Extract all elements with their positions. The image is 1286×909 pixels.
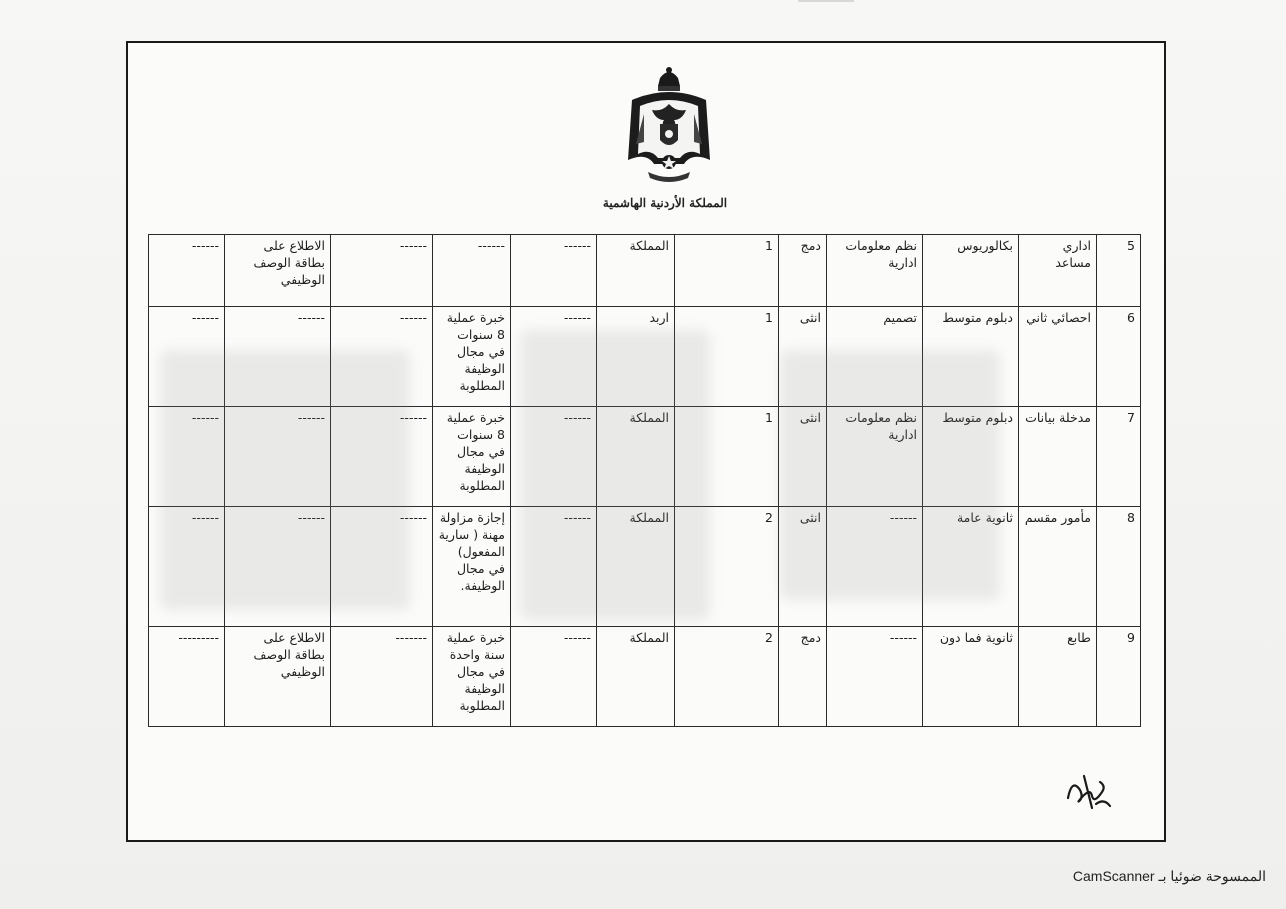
- job-title: اداري مساعد: [1019, 235, 1097, 307]
- scan-smudge: [780, 350, 1000, 600]
- cell-c8: ------: [511, 307, 597, 407]
- cell-c12: ------: [149, 235, 225, 307]
- count: 1: [675, 407, 779, 507]
- job-title: مدخلة بيانات: [1019, 407, 1097, 507]
- cell-c10: ------: [331, 507, 433, 627]
- cell-c9: خبرة عملية 8 سنوات في مجال الوظيفة المطلوبة: [433, 407, 511, 507]
- cell-c11: الاطلاع على بطاقة الوصف الوظيفي: [225, 627, 331, 727]
- count: 2: [675, 627, 779, 727]
- cell-c11: ------: [225, 307, 331, 407]
- cell-c11: ------: [225, 407, 331, 507]
- cell-c12: ---------: [149, 627, 225, 727]
- cell-c8: ------: [511, 235, 597, 307]
- location: المملكة: [597, 507, 675, 627]
- cell-c11: الاطلاع على بطاقة الوصف الوظيفي: [225, 235, 331, 307]
- cell-c9: خبرة عملية سنة واحدة في مجال الوظيفة المطلوبة: [433, 627, 511, 727]
- major: ------: [827, 627, 923, 727]
- location: اربد: [597, 307, 675, 407]
- job-title: مأمور مقسم: [1019, 507, 1097, 627]
- location: المملكة: [597, 407, 675, 507]
- major: نظم معلومات ادارية: [827, 235, 923, 307]
- qualification: دبلوم متوسط: [923, 307, 1019, 407]
- cell-c9: ------: [433, 235, 511, 307]
- cell-c8: ------: [511, 407, 597, 507]
- scan-smudge: [160, 350, 410, 610]
- gender: دمج: [779, 627, 827, 727]
- cell-c8: ------: [511, 507, 597, 627]
- table-row: [149, 235, 1141, 307]
- coat-of-arms-icon: [622, 64, 716, 186]
- count: 1: [675, 235, 779, 307]
- kingdom-name: المملكة الأردنية الهاشمية: [602, 196, 728, 210]
- location: المملكة: [597, 627, 675, 727]
- count: 2: [675, 507, 779, 627]
- cell-c12: ------: [149, 307, 225, 407]
- cell-c8: ------: [511, 627, 597, 727]
- row-number: 6: [1097, 307, 1141, 407]
- scan-edge-mark: [798, 0, 854, 2]
- gender: انثى: [779, 407, 827, 507]
- cell-c12: ------: [149, 407, 225, 507]
- signature-icon: [1062, 768, 1114, 812]
- job-title: احصائي ثاني: [1019, 307, 1097, 407]
- qualification: ثانوية فما دون: [923, 627, 1019, 727]
- table-row: [149, 627, 1141, 727]
- gender: دمج: [779, 235, 827, 307]
- cell-c9: إجازة مزاولة مهنة ( سارية المفعول) في مجال الوظيفة.: [433, 507, 511, 627]
- row-number: 7: [1097, 407, 1141, 507]
- qualification: بكالوريوس: [923, 235, 1019, 307]
- major: نظم معلومات ادارية: [827, 407, 923, 507]
- cell-c10: ------: [331, 307, 433, 407]
- major: ------: [827, 507, 923, 627]
- count: 1: [675, 307, 779, 407]
- location: المملكة: [597, 235, 675, 307]
- cell-c10: ------: [331, 407, 433, 507]
- qualification: دبلوم متوسط: [923, 407, 1019, 507]
- gender: انثى: [779, 307, 827, 407]
- job-title: طابع: [1019, 627, 1097, 727]
- cell-c10: ------: [331, 235, 433, 307]
- scanner-watermark: الممسوحة ضوئيا بـ CamScanner: [1072, 868, 1266, 884]
- row-number: 8: [1097, 507, 1141, 627]
- row-number: 9: [1097, 627, 1141, 727]
- cell-c9: خبرة عملية 8 سنوات في مجال الوظيفة المطلوبة: [433, 307, 511, 407]
- cell-c10: -------: [331, 627, 433, 727]
- gender: انثى: [779, 507, 827, 627]
- scan-smudge: [520, 330, 710, 620]
- qualification: ثانوية عامة: [923, 507, 1019, 627]
- major: تصميم: [827, 307, 923, 407]
- cell-c11: ------: [225, 507, 331, 627]
- row-number: 5: [1097, 235, 1141, 307]
- cell-c12: ------: [149, 507, 225, 627]
